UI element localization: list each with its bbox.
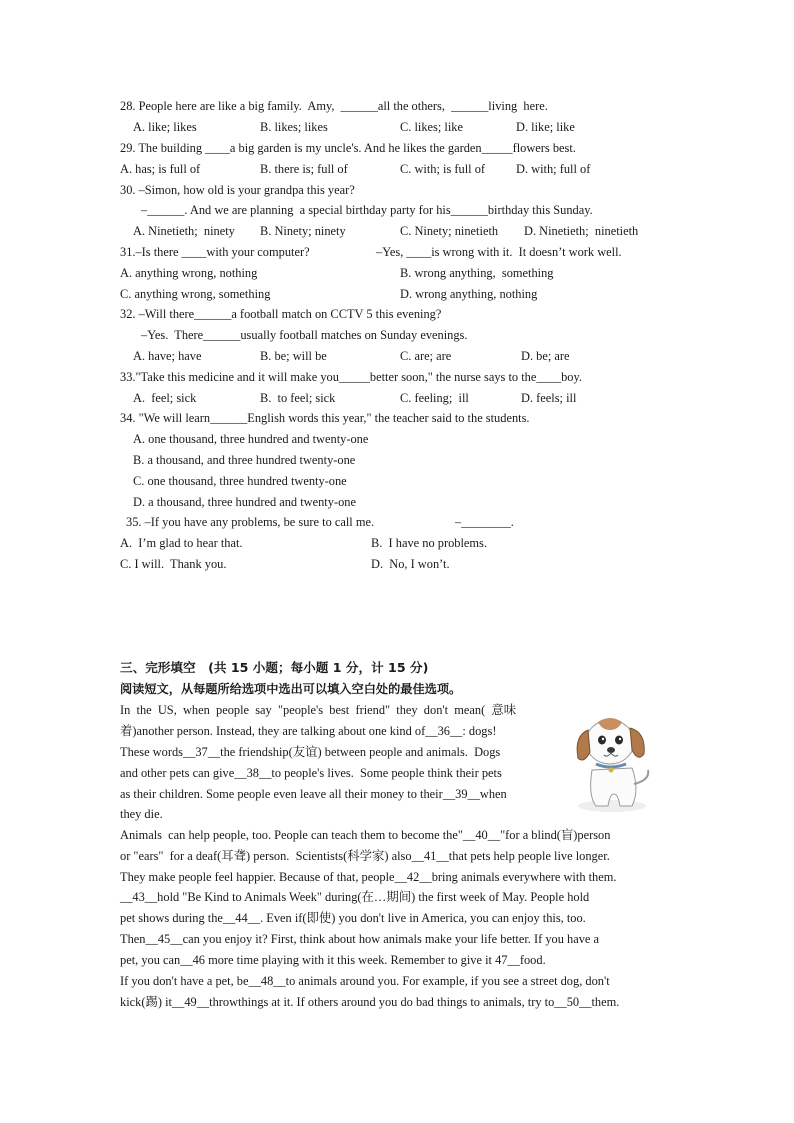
q33-option[interactable]: B. to feel; sick <box>260 391 336 405</box>
q31-option[interactable]: C. anything wrong, something <box>120 287 271 301</box>
q28-option[interactable]: B. likes; likes <box>260 120 328 134</box>
passage-line: Animals can help people, too. People can teach them to become the"__40__"for a blind(盲)person <box>120 828 611 842</box>
q34-option[interactable]: D. a thousand, three hundred and twenty-one <box>133 495 356 509</box>
passage-line: __43__hold "Be Kind to Animals Week" during(在…期间) the first week of May. People hold <box>120 890 590 904</box>
q30-option[interactable]: D. Ninetieth; ninetieth <box>524 224 639 238</box>
q33-stem: 33."Take this medicine and it will make you_____better soon," the nurse says to the____boy. <box>120 370 582 384</box>
q30-option[interactable]: A. Ninetieth; ninety <box>133 224 235 238</box>
q35-stem-reply: –________. <box>455 515 514 529</box>
q31-stem: 31.–Is there ____with your computer? <box>120 245 310 259</box>
section-title: 三、完形填空 (共 15 小题；每小题 1 分，计 15 分) <box>120 660 429 675</box>
passage-line: they die. <box>120 807 163 821</box>
q32-option[interactable]: D. be; are <box>521 349 570 363</box>
passage-line: as their children. Some people even leave all their money to their__39__when <box>120 787 507 801</box>
passage-line: kick(踢) it__49__throwthings at it. If others around you do bad things to animals, try to__50__them. <box>120 995 620 1009</box>
q32-option[interactable]: C. are; are <box>400 349 452 363</box>
q35-stem: 35. –If you have any problems, be sure to call me. <box>126 515 375 529</box>
q34-stem: 34. "We will learn______English words this year," the teacher said to the students. <box>120 411 530 425</box>
q28-option[interactable]: C. likes; like <box>400 120 463 134</box>
passage-line: and other pets can give__38__to people's lives. Some people think their pets <box>120 766 502 780</box>
q28-option[interactable]: D. like; like <box>516 120 575 134</box>
q28-option[interactable]: A. like; likes <box>133 120 197 134</box>
q30-stem: 30. –Simon, how old is your grandpa this year? <box>120 183 355 197</box>
passage-line: Then__45__can you enjoy it? First, think about how animals make your life better. If you have a <box>120 932 599 946</box>
q35-option[interactable]: C. I will. Thank you. <box>120 557 227 571</box>
passage-line: In the US, when people say "people's best friend" they don't mean( 意味 <box>120 703 517 717</box>
q31-option[interactable]: D. wrong anything, nothing <box>400 287 538 301</box>
cloze-instruction: 阅读短文，从每题所给选项中选出可以填入空白处的最佳选项。 <box>120 682 462 696</box>
q28-stem: 28. People here are like a big family. Amy, ______all the others, ______living here. <box>120 99 548 113</box>
q30-option[interactable]: B. Ninety; ninety <box>260 224 346 238</box>
q34-option[interactable]: B. a thousand, and three hundred twenty-one <box>133 453 356 467</box>
q32-stem-reply: –Yes. There______usually football matches on Sunday evenings. <box>141 328 468 342</box>
q29-option[interactable]: C. with; is full of <box>400 162 486 176</box>
passage-line: pet shows during the__44__. Even if(即使) you don't live in America, you can enjoy this, too. <box>120 911 586 925</box>
passage-line: They make people feel happier. Because of that, people__42__bring animals everywhere with them. <box>120 870 617 884</box>
q31-stem-reply: –Yes, ____is wrong with it. It doesn’t work well. <box>376 245 622 259</box>
q34-option[interactable]: C. one thousand, three hundred twenty-one <box>133 474 347 488</box>
passage-line: or "ears" for a deaf(耳聋) person. Scientists(科学家) also__41__that pets help people live longer. <box>120 849 610 863</box>
q29-stem: 29. The building ____a big garden is my uncle's. And he likes the garden_____flowers best. <box>120 141 576 155</box>
q32-option[interactable]: B. be; will be <box>260 349 327 363</box>
q33-option[interactable]: A. feel; sick <box>133 391 197 405</box>
q33-option[interactable]: D. feels; ill <box>521 391 577 405</box>
passage-line: pet, you can__46 more time playing with it this week. Remember to give it 47__food. <box>120 953 546 967</box>
q32-stem: 32. –Will there______a football match on CCTV 5 this evening? <box>120 307 442 321</box>
puppy-illustration <box>562 700 662 816</box>
q32-option[interactable]: A. have; have <box>133 349 202 363</box>
q34-option[interactable]: A. one thousand, three hundred and twenty-one <box>133 432 369 446</box>
passage-line: If you don't have a pet, be__48__to animals around you. For example, if you see a street dog, don't <box>120 974 610 988</box>
passage-line: These words__37__the friendship(友谊) between people and animals. Dogs <box>120 745 501 759</box>
q33-option[interactable]: C. feeling; ill <box>400 391 469 405</box>
q30-option[interactable]: C. Ninety; ninetieth <box>400 224 499 238</box>
q35-option[interactable]: B. I have no problems. <box>371 536 487 550</box>
q29-option[interactable]: D. with; full of <box>516 162 591 176</box>
q35-option[interactable]: A. I’m glad to hear that. <box>120 536 243 550</box>
passage-line: 着)another person. Instead, they are talking about one kind of__36__: dogs! <box>120 724 497 738</box>
q31-option[interactable]: A. anything wrong, nothing <box>120 266 258 280</box>
q35-option[interactable]: D. No, I won’t. <box>371 557 450 571</box>
q31-option[interactable]: B. wrong anything, something <box>400 266 554 280</box>
q30-stem-reply: –______. And we are planning a special birthday party for his______birthday this Sunday. <box>141 203 593 217</box>
q29-option[interactable]: B. there is; full of <box>260 162 348 176</box>
q29-option[interactable]: A. has; is full of <box>120 162 201 176</box>
